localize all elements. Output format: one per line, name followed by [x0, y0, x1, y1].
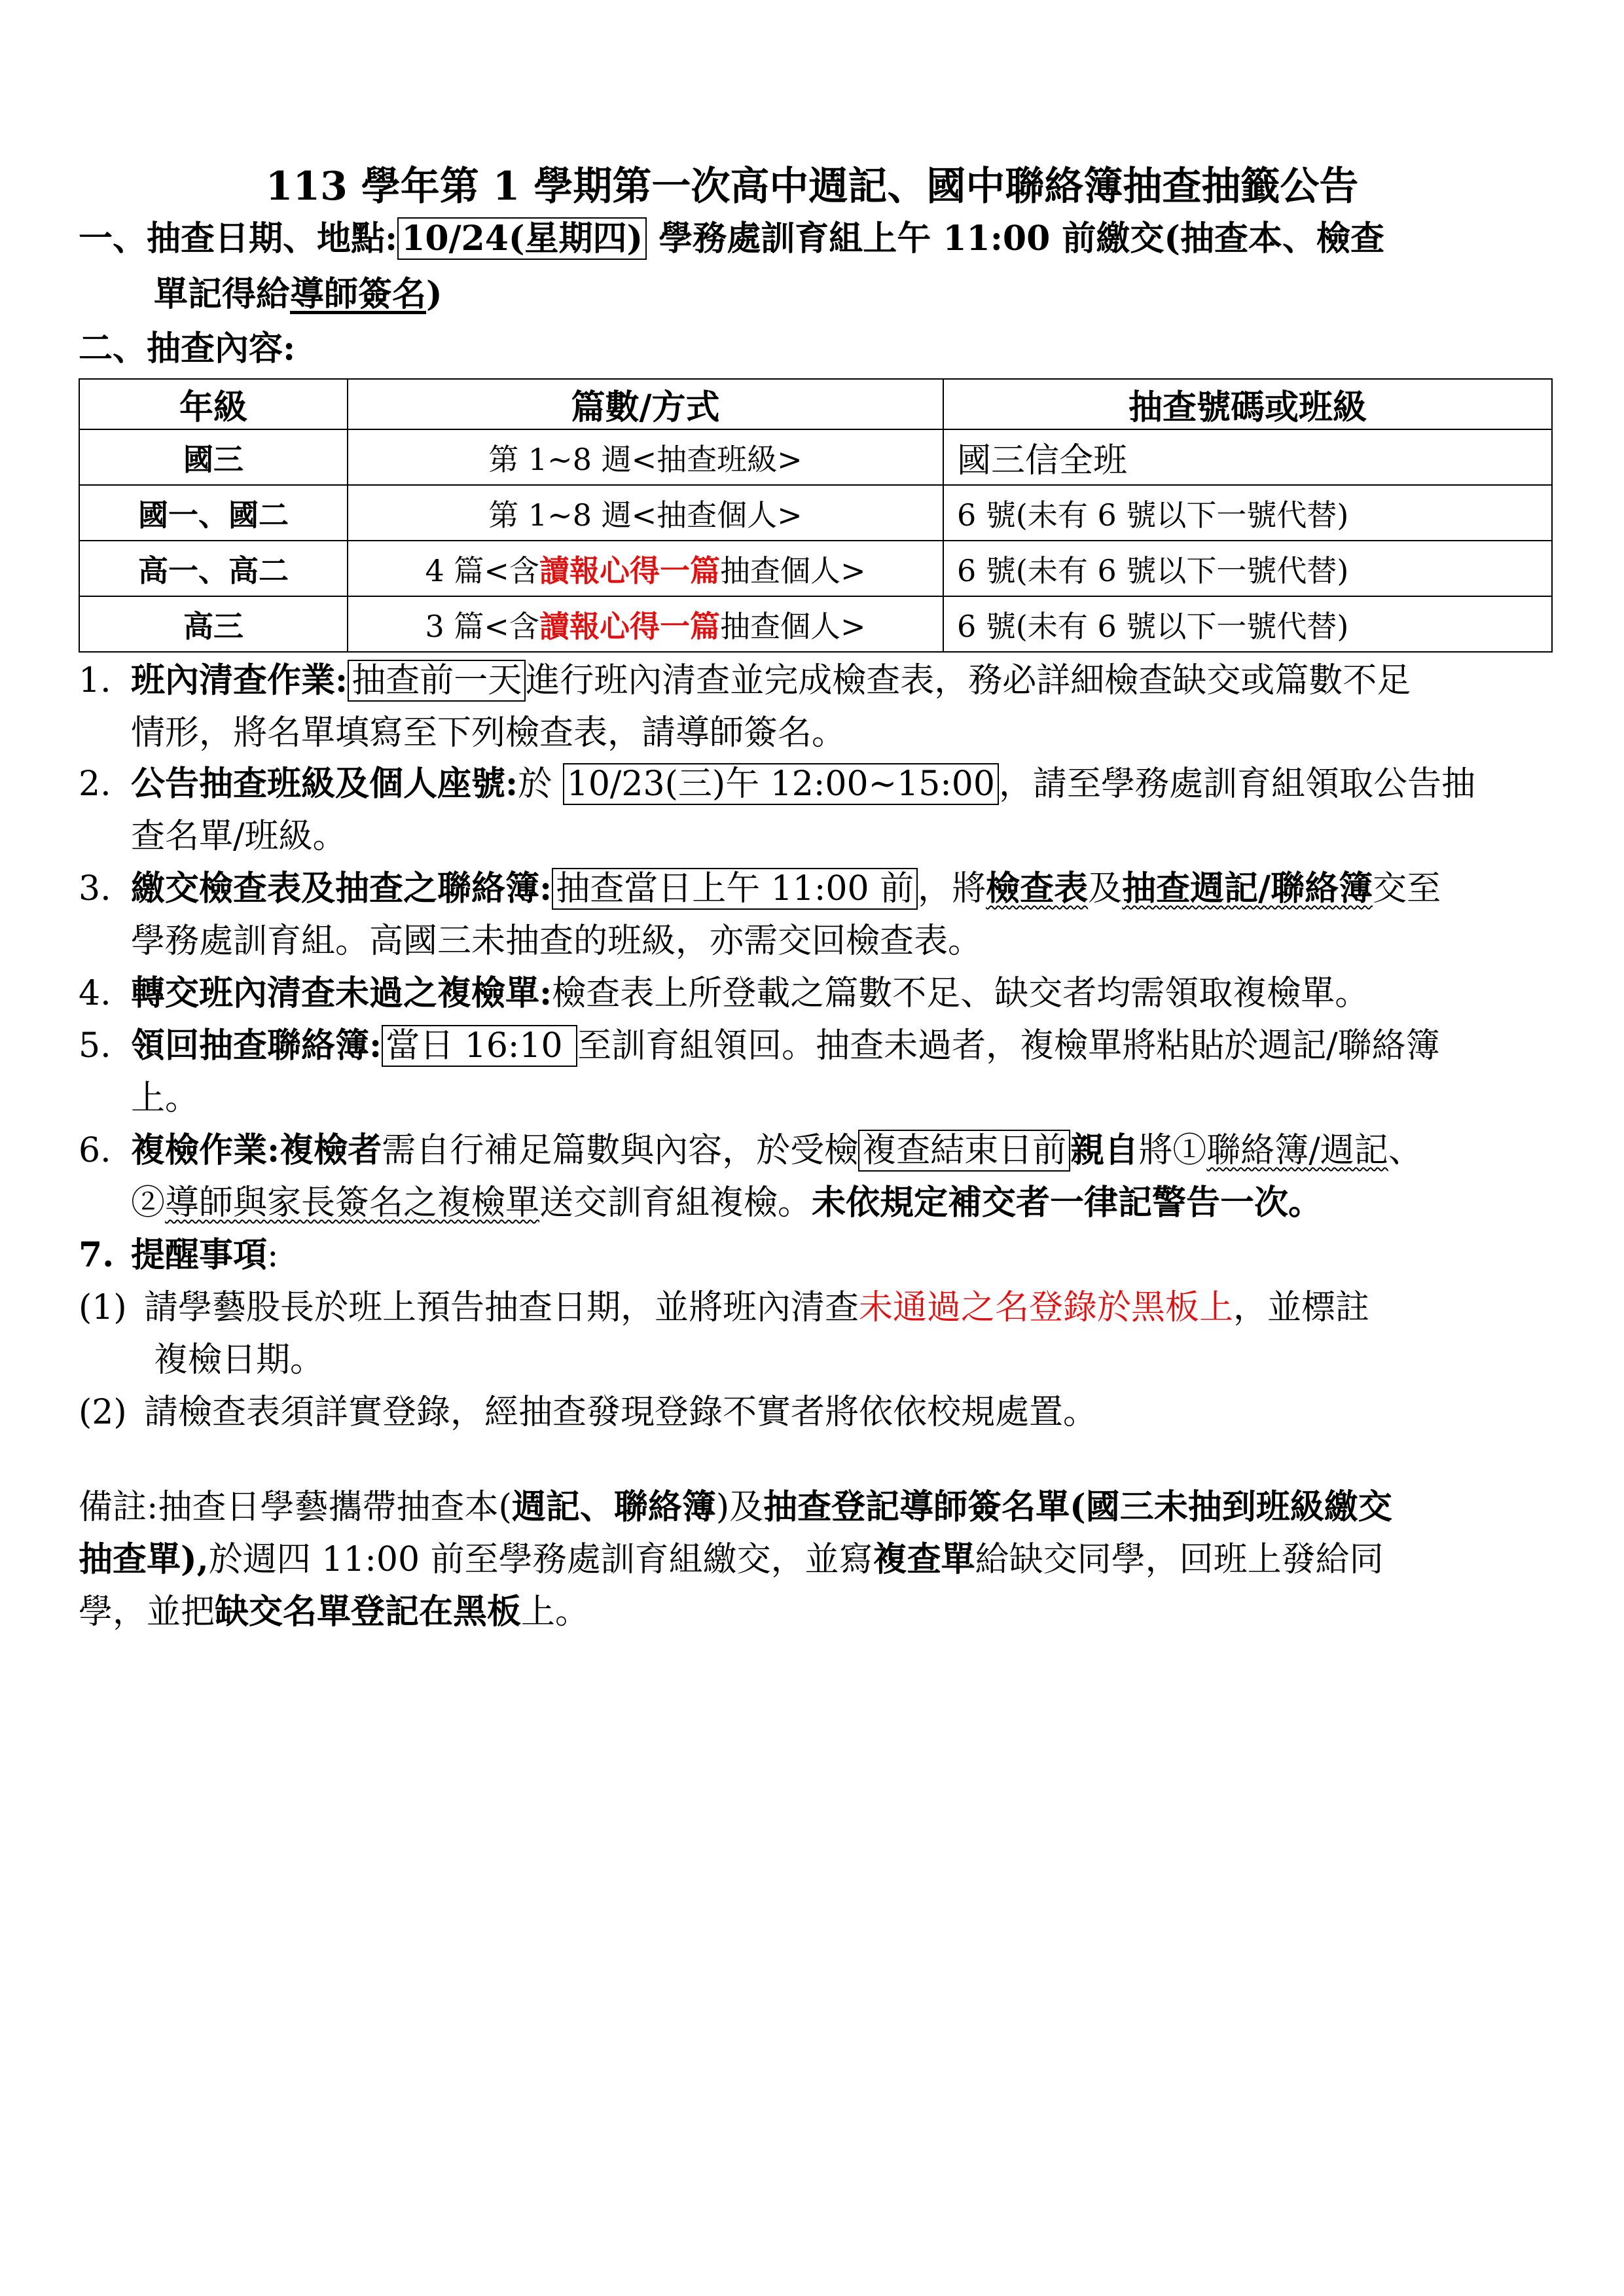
- target-cell: 6 號(未有 6 號以下一號代替): [943, 541, 1552, 596]
- remark-bold: 抽查單),: [79, 1539, 209, 1579]
- method-cell: [348, 485, 943, 541]
- remark-line-3: [79, 1589, 589, 1635]
- item-6-text: ②: [131, 1183, 166, 1223]
- note-1: [79, 1285, 1369, 1331]
- method-text: 3 篇<含: [425, 608, 539, 644]
- item-6-text: 將①: [1138, 1131, 1207, 1170]
- table-row: [79, 541, 1552, 596]
- item-4-text: 檢查表上所登載之篇數不足、缺交者均需領取複檢單。: [552, 974, 1369, 1013]
- item-5-line-2: 上。: [131, 1079, 200, 1118]
- section-1-close-paren: ): [426, 274, 442, 314]
- item-3-text: 及: [1088, 869, 1123, 908]
- remark-bold: 缺交名單登記在黑板: [215, 1592, 522, 1632]
- method-cell: [348, 541, 943, 596]
- item-5-box: 當日 16:10: [382, 1025, 577, 1067]
- method-red-text: 讀報心得一篇: [539, 608, 720, 644]
- item-number: 6.: [79, 1131, 111, 1170]
- item-3-line-2: 學務處訓育組。高國三未抽查的班級，亦需交回檢查表。: [131, 922, 983, 961]
- remark-text: 於週四 11:00 前至學務處訓育組繳交，並寫: [208, 1540, 873, 1579]
- remark-text: 給缺交同學，回班上發給同: [975, 1540, 1384, 1579]
- item-6-heading: 複檢作業:: [131, 1130, 280, 1170]
- method-red-text: 讀報心得一篇: [539, 552, 720, 588]
- item-1-line-2: 情形，將名單填寫至下列檢查表，請導師簽名。: [131, 713, 846, 753]
- section-1-line-2: [154, 272, 442, 317]
- item-2: [79, 761, 1475, 807]
- note-number: (1): [79, 1288, 127, 1327]
- teacher-signature-underline: 導師簽名: [290, 274, 427, 314]
- item-5: [79, 1023, 1440, 1069]
- section-2-label: 二、抽查內容:: [79, 329, 296, 368]
- method-text: 第 1~8 週<抽查班級>: [488, 441, 803, 477]
- item-6-bold: 親自: [1070, 1130, 1139, 1170]
- item-4: [79, 971, 1369, 1016]
- remark-text: 學，並把: [79, 1592, 215, 1632]
- item-4-heading: 轉交班內清查未過之複檢單:: [131, 973, 552, 1013]
- section-1-label: 一、抽查日期、地點:: [79, 219, 398, 259]
- item-2-line-2: 查名單/班級。: [131, 817, 347, 856]
- item-3-text: ，將: [918, 869, 986, 908]
- table-row: [79, 429, 1552, 485]
- item-6-box: 複查結束日前: [858, 1130, 1070, 1172]
- item-3-heading: 繳交檢查表及抽查之聯絡簿:: [131, 869, 552, 908]
- grade-cell: 國一、國二: [79, 485, 348, 541]
- item-7-colon: :: [267, 1236, 279, 1275]
- item-6-text: 送交訓育組複檢。: [539, 1183, 812, 1223]
- method-cell: [348, 596, 943, 652]
- method-tail-text: 抽查個人>: [719, 608, 866, 644]
- item-1-heading: 班內清查作業:: [131, 660, 348, 700]
- method-tail-text: 抽查個人>: [719, 552, 866, 588]
- item-6: [79, 1128, 1422, 1174]
- grade-cell: 高三: [79, 596, 348, 652]
- item-3: [79, 866, 1441, 912]
- item-7: [79, 1232, 279, 1278]
- header-method: 篇數/方式: [348, 379, 943, 429]
- inspection-date-box: 10/24(星期四): [397, 217, 647, 260]
- remark-text: 上。: [521, 1592, 590, 1632]
- note-1-line-2: 複檢日期。: [154, 1340, 325, 1380]
- remark-line-2: [79, 1537, 1384, 1583]
- item-6-warning: 未依規定補交者一律記警告一次。: [812, 1183, 1323, 1223]
- section-1-line-2-text: 單記得給: [154, 274, 291, 314]
- section-1-line-1: [79, 216, 1384, 262]
- item-5-heading: 領回抽查聯絡簿:: [131, 1026, 382, 1066]
- item-3-box: 抽查當日上午 11:00 前: [552, 868, 918, 910]
- note-1-red-text: 未通過之名登錄於黑板上: [859, 1288, 1234, 1327]
- item-2-pre: 於: [518, 764, 563, 804]
- page-title: 113 學年第 1 學期第一次高中週記、國中聯絡簿抽查抽籤公告: [265, 164, 1359, 209]
- remark-bold: 複查單: [873, 1539, 975, 1579]
- item-6-bold: 複檢者: [280, 1130, 382, 1170]
- table-header-row: [79, 379, 1552, 429]
- remark-bold: 抽查登記導師簽名單(國三未抽到班級繳交: [763, 1487, 1392, 1527]
- note-1-tail: ，並標註: [1233, 1288, 1370, 1327]
- item-6-line-2: [79, 1180, 1322, 1226]
- item-number: 5.: [79, 1026, 111, 1066]
- method-text: 4 篇<含: [425, 552, 539, 588]
- item-6-underline: 導師與家長簽名之複檢單: [165, 1183, 540, 1223]
- item-1-box: 抽查前一天: [348, 660, 526, 702]
- table-row: [79, 596, 1552, 652]
- item-5-text: 至訓育組領回。抽查未過者，複檢單將粘貼於週記/聯絡簿: [577, 1026, 1440, 1066]
- inspection-table: [79, 378, 1553, 653]
- header-grade: 年級: [79, 379, 348, 429]
- remark-text: 備註:抽查日學藝攜帶抽查本(: [79, 1488, 512, 1527]
- item-6-underline: 聯絡簿/週記: [1206, 1131, 1388, 1170]
- note-2-text: 請檢查表須詳實登錄，經抽查發現登錄不實者將依依校規處置。: [144, 1393, 1098, 1432]
- grade-cell: 高一、高二: [79, 541, 348, 596]
- target-cell: 6 號(未有 6 號以下一號代替): [943, 485, 1552, 541]
- remark-bold: 週記、聯絡簿: [511, 1487, 716, 1527]
- grade-cell: 國三: [79, 429, 348, 485]
- item-6-text: 、: [1388, 1131, 1422, 1170]
- target-cell: 6 號(未有 6 號以下一號代替): [943, 596, 1552, 652]
- section-1-text: 學務處訓育組上午 11:00 前繳交(抽查本、檢查: [647, 219, 1384, 259]
- method-text: 第 1~8 週<抽查個人>: [488, 497, 803, 533]
- item-3-text: 交至: [1373, 869, 1441, 908]
- item-number: 3.: [79, 869, 111, 908]
- item-6-text: 需自行補足篇數與內容，於受檢: [382, 1131, 859, 1170]
- target-cell: 國三信全班: [943, 429, 1552, 485]
- item-number: 2.: [79, 764, 111, 804]
- method-cell: [348, 429, 943, 485]
- note-2: [79, 1390, 1097, 1435]
- item-number: 1.: [79, 661, 111, 700]
- item-1-text: 進行班內清查並完成檢查表，務必詳細檢查缺交或篇數不足: [526, 661, 1411, 700]
- item-1: [79, 658, 1411, 704]
- item-number: 4.: [79, 974, 111, 1013]
- item-number: 7.: [79, 1235, 115, 1275]
- item-2-heading: 公告抽查班級及個人座號:: [131, 764, 518, 804]
- item-2-box: 10/23(三)午 12:00~15:00: [563, 763, 999, 805]
- table-row: [79, 485, 1552, 541]
- item-7-heading: 提醒事項: [131, 1235, 268, 1275]
- note-number: (2): [79, 1393, 127, 1432]
- item-2-text: ，請至學務處訓育組領取公告抽: [998, 764, 1475, 804]
- note-1-text: 請學藝股長於班上預告抽查日期，並將班內清查: [144, 1288, 859, 1327]
- remark-line-1: [79, 1484, 1392, 1530]
- header-target: 抽查號碼或班級: [943, 379, 1552, 429]
- item-3-underline-2: 抽查週記/聯絡簿: [1122, 869, 1373, 908]
- remark-text: )及: [715, 1488, 764, 1527]
- item-3-underline-1: 檢查表: [986, 869, 1089, 908]
